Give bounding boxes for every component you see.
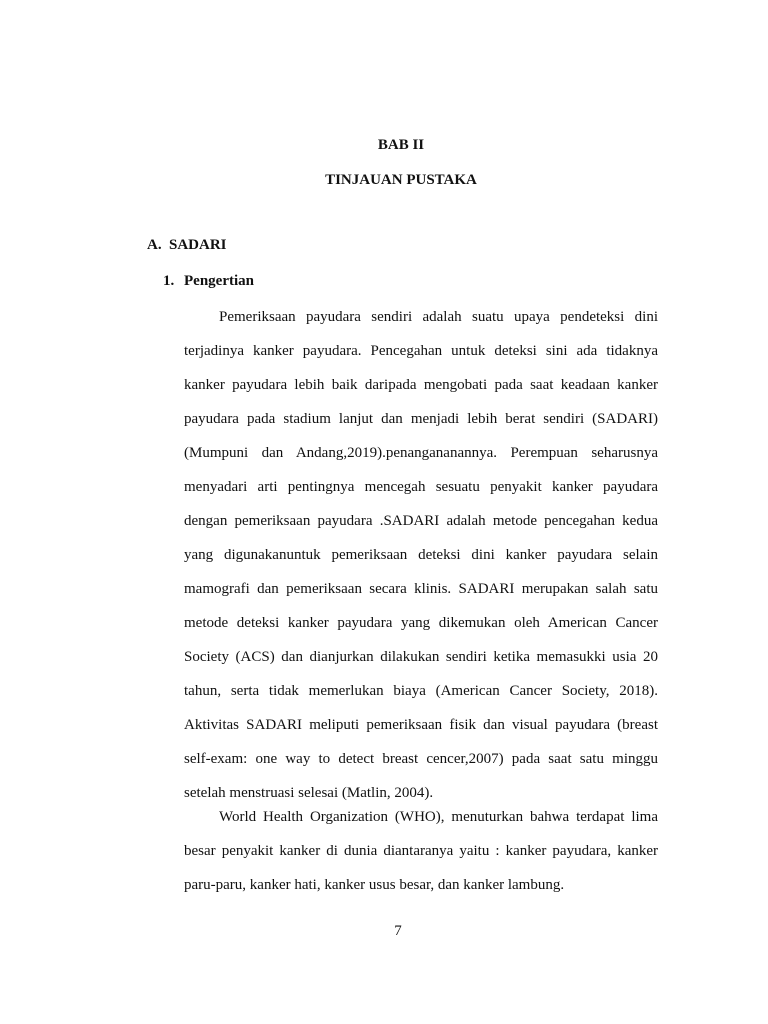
chapter-number: BAB II xyxy=(377,137,425,153)
page-number: 7 xyxy=(394,923,402,939)
section-heading xyxy=(147,237,227,254)
subsection-heading xyxy=(163,273,254,290)
chapter-title: TINJAUAN PUSTAKA xyxy=(325,172,477,188)
subsection-title: Pengertian xyxy=(184,273,254,289)
section-title: SADARI xyxy=(169,237,227,253)
body-paragraph: Pemeriksaan payudara sendiri adalah suatu upaya pendeteksi dini terjadinya kanker payudara. Pencegahan untuk deteksi sini ada tidaknya kanker payudara lebih baik daripada mengobati pada saat keadaan kanker payudara pada stadium lanjut dan menjadi lebih berat sendiri (SADARI) (Mumpuni dan Andang,2019).penangananannya. Perempuan seharusnya menyadari arti pentingnya mencegah sesuatu penyakit kanker payudara dengan pemeriksaan payudara .SADARI adalah metode pencegahan kedua yang digunakanuntuk pemeriksaan deteksi dini kanker payudara selain mamografi dan pemeriksaan secara klinis. SADARI merupakan salah satu metode deteksi kanker payudara yang dikemukan oleh American Cancer Society (ACS) dan dianjurkan dilakukan sendiri ketika memasukki usia 20 tahun, serta tidak memerlukan biaya (American Cancer Society, 2018). Aktivitas SADARI meliputi pemeriksaan fisik dan visual payudara (breast self-exam: one way to detect breast cencer,2007) pada saat satu minggu setelah menstruasi selesai (Matlin, 2004). xyxy=(184,309,658,801)
body-paragraph: World Health Organization (WHO), menuturkan bahwa terdapat lima besar penyakit kanker di dunia diantaranya yaitu : kanker payudara, kanker paru-paru, kanker hati, kanker usus besar, dan kanker lambung. xyxy=(184,809,658,893)
subsection-marker: 1. xyxy=(163,273,175,289)
section-marker: A. xyxy=(147,237,162,253)
